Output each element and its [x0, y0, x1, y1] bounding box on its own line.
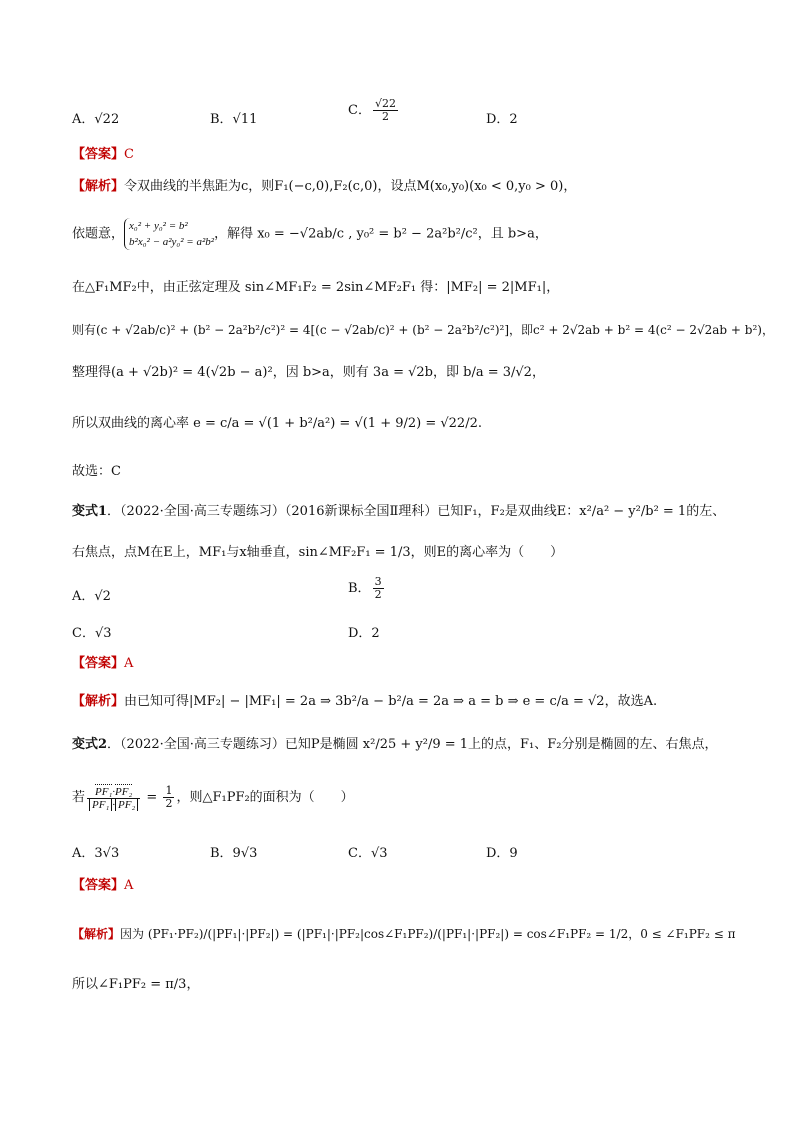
variant-2-condition-fraction: $\frac{\text{PF₁·PF₂}}{\text{PF₁ · PF₂}}$: [87, 784, 140, 811]
variant-1-option-a: A．√2: [72, 589, 111, 604]
variant-1-line-2: 右焦点，点M在E上，MF₁与x轴垂直，sin∠MF₂F₁ = 1/3，则E的离心率为（ ）: [72, 545, 564, 560]
variant-2-line-1: [72, 735, 718, 755]
variant-1-analysis-tag: 【解析】: [72, 694, 125, 709]
variant-1-answer-tag: 【答案】: [72, 656, 125, 671]
answer-line: [72, 145, 134, 165]
variant-2-answer: A: [124, 878, 134, 893]
option-c: [348, 98, 400, 123]
variant-2-answer-line: [72, 876, 133, 896]
variant-2-option-d: D．9: [486, 846, 518, 861]
system-row-2: b²x₀² − a²y₀² = a²b²: [129, 236, 215, 248]
variant-2-answer-tag: 【答案】: [72, 878, 125, 893]
variant-2-analysis: 因为 (PF₁·PF₂)/(|PF₁|·|PF₂|) = (|PF₁|·|PF₂|cos∠F₁PF₂)/(|PF₁|·|PF₂|) = cos∠F₁PF₂ = 1/2，0 ≤ ∠F₁PF₂ ≤ π: [120, 927, 736, 941]
option-a: A．√22: [72, 112, 120, 127]
variant-2-last-line: 所以∠F₁PF₂ = π/3，: [72, 977, 200, 992]
variant-1-option-b-num: 3: [374, 575, 382, 588]
analysis-line-2: [72, 218, 548, 250]
variant-2-option-a: A．3√3: [72, 846, 120, 861]
variant-2-line-2: 若 $\frac{\text{PF₁·PF₂}}{\text{PF₁ · PF₂}}$ = $\frac{1}{2}$ ，则△F₁PF₂的面积为（ ）: [72, 784, 354, 811]
variant-1-option-b-label: B．: [348, 581, 371, 596]
variant-2-text-2-pre: 若: [72, 790, 86, 805]
variant-1-analysis: 由已知可得|MF₂| − |MF₁| = 2a ⇒ 3b²/a − b²/a = 2a ⇒ a = b ⇒ e = c/a = √2，故选A.: [124, 694, 658, 709]
analysis-line-5: 整理得(a + √2b)² = 4(√2b − a)²，因 b>a，则有 3a = √2b，即 b/a = 3/√2，: [72, 365, 545, 380]
variant-2-option-b: B．9√3: [210, 846, 258, 861]
answer-value: C: [124, 147, 134, 162]
analysis-tag: 【解析】: [72, 179, 125, 194]
variant-2-analysis-tag: 【解析】: [72, 927, 121, 941]
analysis-text-2-mid: ，解得 x₀ = −√2ab/c , y₀² = b² − 2a²b²/c²，且 b>a，: [214, 226, 548, 242]
variant-1-option-c: C．√3: [72, 626, 112, 641]
variant-2-analysis-line: [72, 924, 736, 944]
option-c-label: C．: [348, 103, 371, 118]
variant-2-text-2-post: ，则△F₁PF₂的面积为（ ）: [176, 790, 354, 805]
variant-2-text-1: ．（2022·全国·高三专题练习）已知P是椭圆 x²/25 + y²/9 = 1上的点，F₁、F₂分别是椭圆的左、右焦点，: [107, 737, 718, 752]
choice-line: 故选：C: [72, 464, 121, 479]
system-row-1: x₀² + y₀² = b²: [129, 220, 188, 232]
analysis-line-6: 所以双曲线的离心率 e = c/a = √(1 + b²/a²) = √(1 + 9/2) = √22/2.: [72, 416, 482, 431]
analysis-line-1: [72, 177, 576, 197]
option-c-num: √22: [374, 97, 396, 110]
option-c-den: 2: [381, 110, 389, 123]
variant-1-option-b: [348, 576, 386, 601]
variant-1-answer-line: [72, 654, 133, 674]
equation-system: [124, 218, 214, 250]
variant-1-analysis-line: [72, 692, 657, 712]
variant-1-option-b-den: 2: [374, 588, 382, 601]
variant-1-title: 变式1: [72, 504, 108, 519]
variant-1-text-1: ．（2022·全国·高三专题练习）（2016新课标全国Ⅱ理科）已知F₁，F₂是双曲线E：x²/a² − y²/b² = 1的左、: [107, 504, 726, 519]
variant-2-option-c: C．√3: [348, 846, 388, 861]
analysis-text-2-pre: 依题意，: [72, 226, 125, 242]
analysis-line-4: 则有(c + √2ab/c)² + (b² − 2a²b²/c²)² = 4[(c − √2ab/c)² + (b² − 2a²b²/c²)²]，即c² + 2√2ab + b² = 4(c² − 2√2ab + b²)，: [72, 323, 774, 337]
analysis-text-1: 令双曲线的半焦距为c，则F₁(−c,0),F₂(c,0)，设点M(x₀,y₀)(x₀ < 0,y₀ > 0)，: [124, 179, 577, 194]
variant-1-option-d: D．2: [348, 626, 380, 641]
answer-tag: 【答案】: [72, 147, 125, 162]
variant-2-title: 变式2: [72, 737, 108, 752]
analysis-line-3: 在△F₁MF₂中，由正弦定理及 sin∠MF₁F₂ = 2sin∠MF₂F₁ 得：|MF₂| = 2|MF₁|，: [72, 280, 560, 295]
variant-1-answer: A: [124, 656, 134, 671]
option-d: D．2: [486, 112, 518, 127]
option-b: B．√11: [210, 112, 258, 127]
variant-1-line-1: [72, 502, 725, 522]
